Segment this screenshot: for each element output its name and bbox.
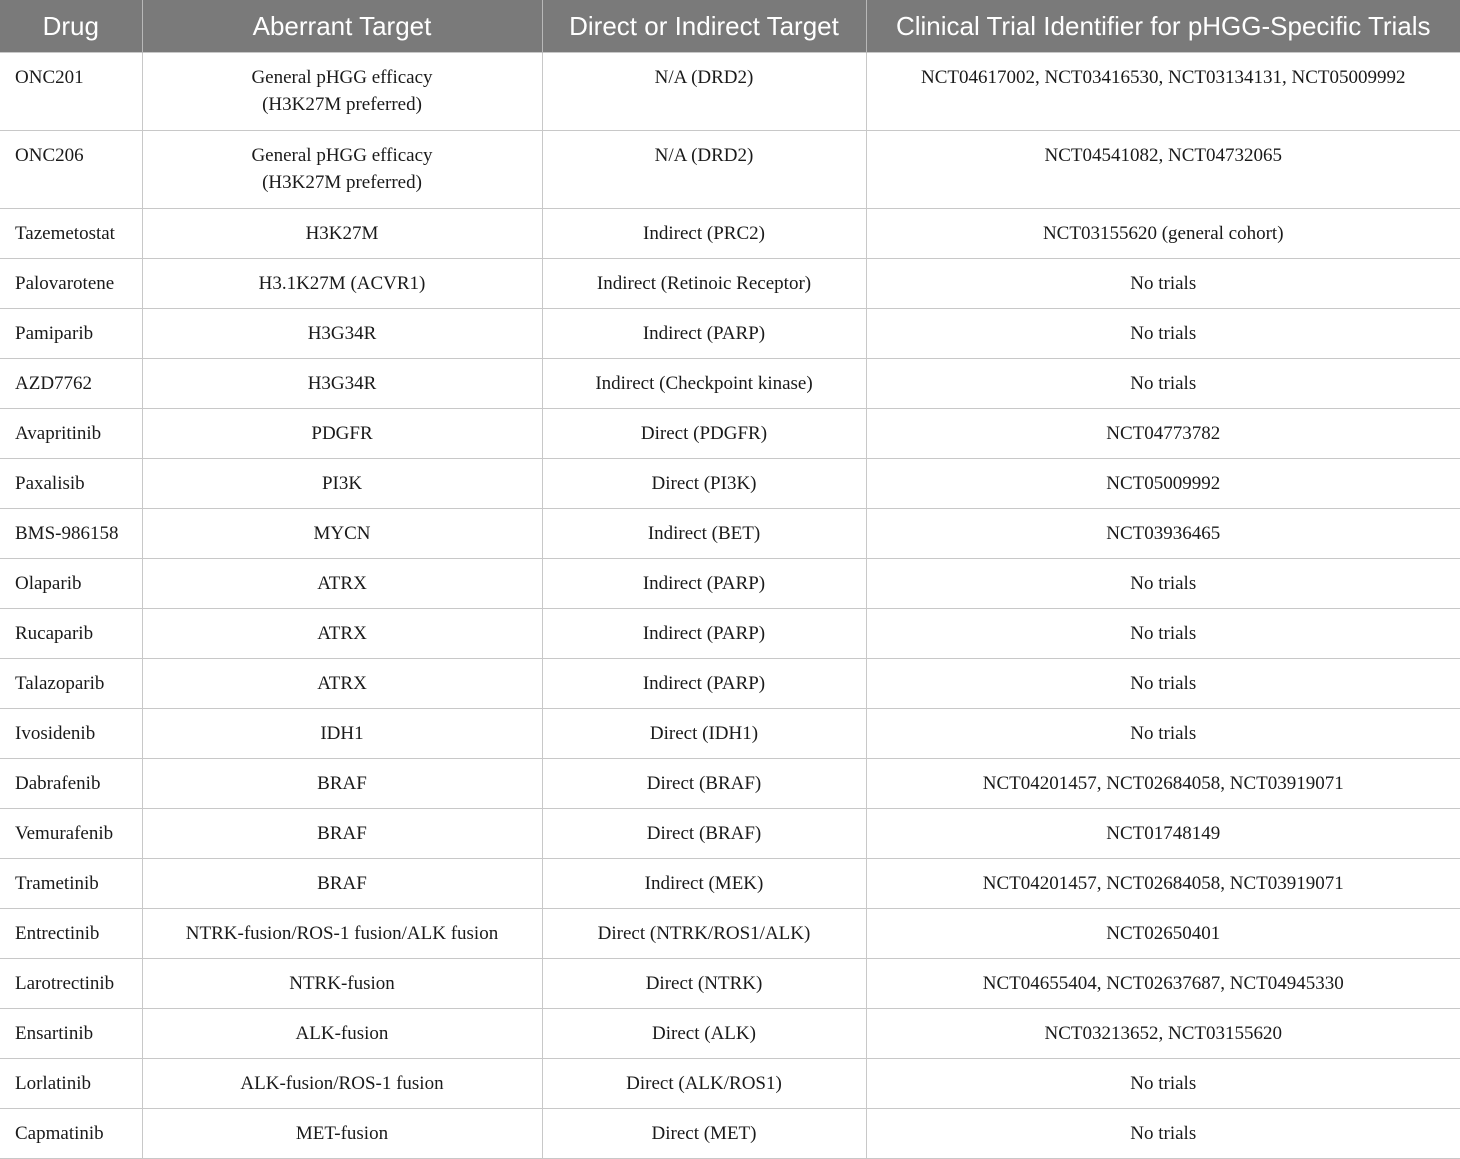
direct-indirect-cell: Direct (IDH1)	[542, 709, 866, 759]
aberrant-target-cell: ATRX	[142, 559, 542, 609]
trial-id-cell: NCT03936465	[866, 509, 1460, 559]
table-row	[0, 859, 1460, 909]
direct-indirect-cell: Direct (NTRK)	[542, 959, 866, 1009]
direct-indirect-cell: Indirect (BET)	[542, 509, 866, 559]
drug-cell: Vemurafenib	[0, 809, 142, 859]
trial-id-cell: NCT03155620 (general cohort)	[866, 209, 1460, 259]
drug-cell: Avapritinib	[0, 409, 142, 459]
table-row	[0, 209, 1460, 259]
drug-cell: Paxalisib	[0, 459, 142, 509]
trial-id-cell: NCT02650401	[866, 909, 1460, 959]
drug-cell: Lorlatinib	[0, 1059, 142, 1109]
direct-indirect-cell: Indirect (Retinoic Receptor)	[542, 259, 866, 309]
direct-indirect-cell: N/A (DRD2)	[542, 131, 866, 209]
trial-id-cell: No trials	[866, 559, 1460, 609]
trial-id-cell: NCT03213652, NCT03155620	[866, 1009, 1460, 1059]
aberrant-target-cell: ATRX	[142, 659, 542, 709]
table-row	[0, 659, 1460, 709]
drug-cell: Ensartinib	[0, 1009, 142, 1059]
table-row	[0, 259, 1460, 309]
direct-indirect-cell: Direct (PDGFR)	[542, 409, 866, 459]
direct-indirect-cell: Direct (ALK/ROS1)	[542, 1059, 866, 1109]
aberrant-target-cell: MYCN	[142, 509, 542, 559]
aberrant-target-line: General pHGG efficacy	[251, 67, 433, 88]
table-row	[0, 409, 1460, 459]
table-row	[0, 559, 1460, 609]
aberrant-target-cell: H3G34R	[142, 359, 542, 409]
direct-indirect-cell: Direct (NTRK/ROS1/ALK)	[542, 909, 866, 959]
trial-id-cell: No trials	[866, 359, 1460, 409]
drug-cell: Capmatinib	[0, 1109, 142, 1159]
table-row	[0, 53, 1460, 131]
aberrant-target-line: (H3K27M preferred)	[262, 94, 422, 115]
trial-id-cell: NCT04201457, NCT02684058, NCT03919071	[866, 859, 1460, 909]
direct-indirect-cell: Indirect (PARP)	[542, 609, 866, 659]
trial-id-cell: No trials	[866, 659, 1460, 709]
header-direct-or-indirect-target: Direct or Indirect Target	[542, 0, 866, 53]
direct-indirect-cell: Direct (BRAF)	[542, 759, 866, 809]
aberrant-target-cell: IDH1	[142, 709, 542, 759]
drug-cell: AZD7762	[0, 359, 142, 409]
aberrant-target-cell: H3K27M	[142, 209, 542, 259]
direct-indirect-cell: Direct (BRAF)	[542, 809, 866, 859]
direct-indirect-cell: Indirect (PARP)	[542, 309, 866, 359]
aberrant-target-line: General pHGG efficacy	[251, 145, 433, 166]
drug-cell: Entrectinib	[0, 909, 142, 959]
aberrant-target-cell	[142, 131, 542, 209]
aberrant-target-cell: ATRX	[142, 609, 542, 659]
aberrant-target-cell: MET-fusion	[142, 1109, 542, 1159]
aberrant-target-cell: NTRK-fusion	[142, 959, 542, 1009]
direct-indirect-cell: Indirect (PARP)	[542, 659, 866, 709]
trial-id-cell: No trials	[866, 1109, 1460, 1159]
aberrant-target-cell: BRAF	[142, 809, 542, 859]
trial-id-cell: No trials	[866, 309, 1460, 359]
direct-indirect-cell: Direct (PI3K)	[542, 459, 866, 509]
table-row	[0, 909, 1460, 959]
drug-cell: Ivosidenib	[0, 709, 142, 759]
drug-cell: Larotrectinib	[0, 959, 142, 1009]
drug-cell: Tazemetostat	[0, 209, 142, 259]
direct-indirect-cell: Indirect (PARP)	[542, 559, 866, 609]
trial-id-cell: NCT04541082, NCT04732065	[866, 131, 1460, 209]
table-row	[0, 759, 1460, 809]
drug-cell: ONC201	[0, 53, 142, 131]
table-row	[0, 459, 1460, 509]
trial-id-cell: No trials	[866, 1059, 1460, 1109]
drug-cell: ONC206	[0, 131, 142, 209]
direct-indirect-cell: Indirect (MEK)	[542, 859, 866, 909]
table-row	[0, 609, 1460, 659]
table-row	[0, 1059, 1460, 1109]
trial-id-cell: NCT05009992	[866, 459, 1460, 509]
trial-id-cell: No trials	[866, 609, 1460, 659]
drug-cell: Talazoparib	[0, 659, 142, 709]
table-row	[0, 709, 1460, 759]
drug-cell: BMS-986158	[0, 509, 142, 559]
aberrant-target-cell: H3G34R	[142, 309, 542, 359]
table-row	[0, 1009, 1460, 1059]
direct-indirect-cell: Indirect (PRC2)	[542, 209, 866, 259]
header-clinical-trial-identifier: Clinical Trial Identifier for pHGG-Specific Trials	[866, 0, 1460, 53]
header-drug: Drug	[0, 0, 142, 53]
aberrant-target-cell: BRAF	[142, 759, 542, 809]
table-row	[0, 131, 1460, 209]
table-row	[0, 309, 1460, 359]
drug-cell: Pamiparib	[0, 309, 142, 359]
trial-id-cell: NCT01748149	[866, 809, 1460, 859]
header-aberrant-target: Aberrant Target	[142, 0, 542, 53]
aberrant-target-line: (H3K27M preferred)	[262, 172, 422, 193]
table-row	[0, 959, 1460, 1009]
table-row	[0, 809, 1460, 859]
direct-indirect-cell: N/A (DRD2)	[542, 53, 866, 131]
aberrant-target-cell: BRAF	[142, 859, 542, 909]
table-header-row	[0, 0, 1460, 53]
trial-id-cell: NCT04655404, NCT02637687, NCT04945330	[866, 959, 1460, 1009]
direct-indirect-cell: Direct (ALK)	[542, 1009, 866, 1059]
table-row	[0, 509, 1460, 559]
direct-indirect-cell: Indirect (Checkpoint kinase)	[542, 359, 866, 409]
aberrant-target-cell: H3.1K27M (ACVR1)	[142, 259, 542, 309]
aberrant-target-cell: NTRK-fusion/ROS-1 fusion/ALK fusion	[142, 909, 542, 959]
direct-indirect-cell: Direct (MET)	[542, 1109, 866, 1159]
trial-id-cell: No trials	[866, 709, 1460, 759]
drug-cell: Olaparib	[0, 559, 142, 609]
drug-cell: Dabrafenib	[0, 759, 142, 809]
drug-cell: Trametinib	[0, 859, 142, 909]
aberrant-target-cell	[142, 53, 542, 131]
aberrant-target-cell: PI3K	[142, 459, 542, 509]
aberrant-target-cell: ALK-fusion	[142, 1009, 542, 1059]
table-row	[0, 1109, 1460, 1159]
trial-id-cell: NCT04617002, NCT03416530, NCT03134131, NCT05009992	[866, 53, 1460, 131]
table-row	[0, 359, 1460, 409]
drug-cell: Palovarotene	[0, 259, 142, 309]
aberrant-target-cell: PDGFR	[142, 409, 542, 459]
trial-id-cell: No trials	[866, 259, 1460, 309]
drug-cell: Rucaparib	[0, 609, 142, 659]
aberrant-target-cell: ALK-fusion/ROS-1 fusion	[142, 1059, 542, 1109]
trial-id-cell: NCT04201457, NCT02684058, NCT03919071	[866, 759, 1460, 809]
trial-id-cell: NCT04773782	[866, 409, 1460, 459]
